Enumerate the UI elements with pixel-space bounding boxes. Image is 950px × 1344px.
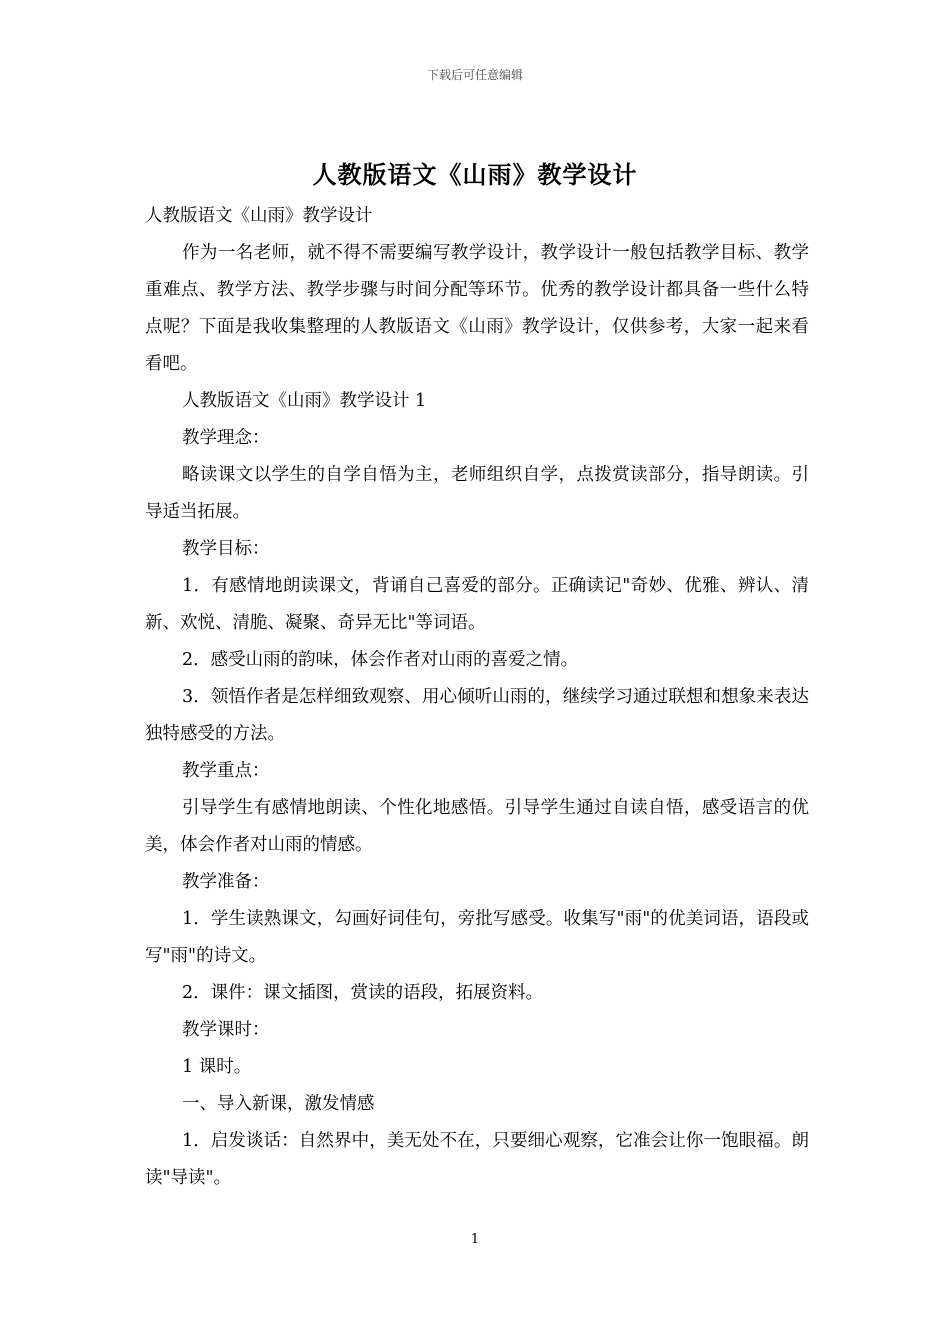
paragraph: 3．领悟作者是怎样细致观察、用心倾听山雨的，继续学习通过联想和想象来表达独特感受的方法。 — [145, 687, 809, 744]
paragraph: 1 课时。 — [182, 1057, 252, 1077]
paragraph: 教学准备： — [182, 872, 270, 892]
paragraph: 1．学生读熟课文，勾画好词佳句，旁批写感受。收集写"雨"的优美词语，语段或写"雨"的诗文。 — [145, 909, 809, 966]
paragraph: 教学课时： — [182, 1020, 270, 1040]
paragraph: 2．感受山雨的韵味，体会作者对山雨的喜爱之情。 — [182, 650, 579, 670]
paragraph: 人教版语文《山雨》教学设计 — [145, 206, 373, 226]
paragraph: 一、导入新课，激发情感 — [182, 1094, 375, 1114]
document-title: 人教版语文《山雨》教学设计 — [312, 161, 638, 189]
paragraph: 人教版语文《山雨》教学设计 1 — [182, 391, 427, 411]
paragraph: 作为一名老师，就不得不需要编写教学设计，教学设计一般包括教学目标、教学重难点、教学方法、教学步骤与时间分配等环节。优秀的教学设计都具备一些什么特点呢？下面是我收集整理的人教版语文《山雨》教学设计，仅供参考，大家一起来看看吧。 — [145, 243, 809, 374]
paragraph: 1．启发谈话：自然界中，美无处不在，只要细心观察，它准会让你一饱眼福。朗读"导读"。 — [145, 1131, 809, 1188]
paragraph: 教学目标： — [182, 539, 270, 559]
paragraph: 引导学生有感情地朗读、个性化地感悟。引导学生通过自读自悟，感受语言的优美，体会作者对山雨的情感。 — [145, 798, 809, 855]
document-body — [145, 198, 809, 1197]
paragraph: 教学理念： — [182, 428, 270, 448]
paragraph: 略读课文以学生的自学自悟为主，老师组织自学，点拨赏读部分，指导朗读。引导适当拓展。 — [145, 465, 809, 522]
paragraph: 1．有感情地朗读课文，背诵自己喜爱的部分。正确读记"奇妙、优雅、辨认、清新、欢悦、清脆、凝聚、奇异无比"等词语。 — [145, 576, 809, 633]
page-number: 1 — [470, 1232, 480, 1247]
paragraph: 2．课件：课文插图，赏读的语段，拓展资料。 — [182, 983, 544, 1003]
page-header: 下载后可任意编辑 — [426, 68, 523, 82]
paragraph: 教学重点： — [182, 761, 270, 781]
